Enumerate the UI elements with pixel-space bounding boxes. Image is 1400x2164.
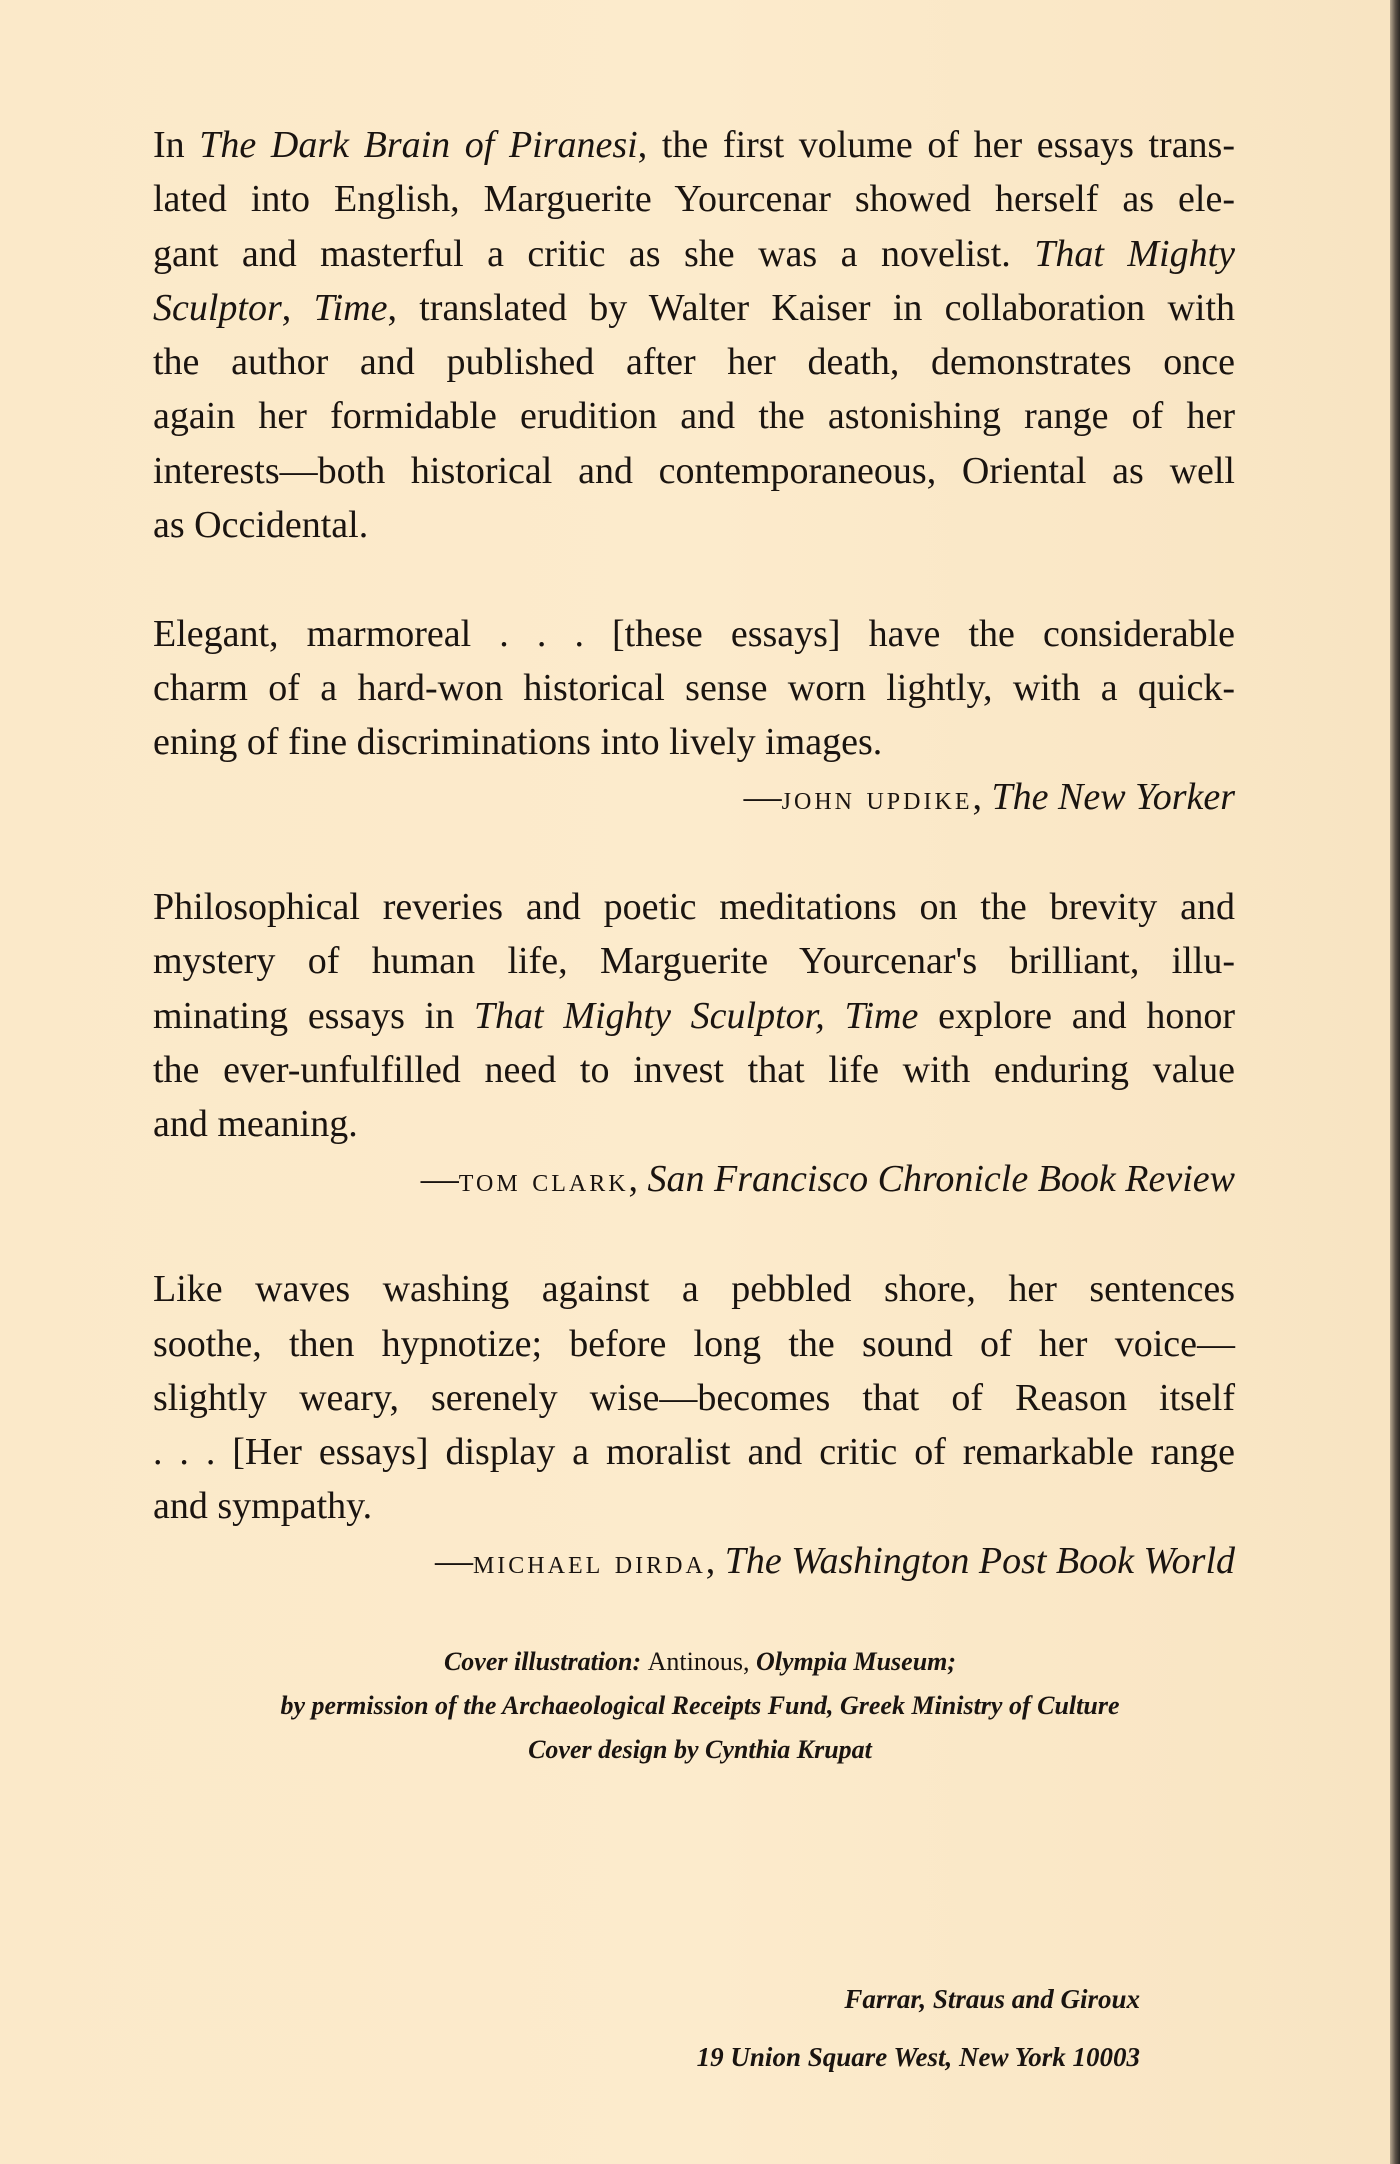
text-column: [153, 118, 1235, 1590]
quote-attribution: —michael dirda, The Washington Post Book World: [434, 1539, 1235, 1582]
publisher-name: Farrar, Straus and Giroux: [844, 1984, 1140, 2014]
quote-line: charm of a hard-won historical sense worn lightly, with a quick-: [153, 666, 1235, 709]
attribution-author: michael dirda: [472, 1543, 706, 1581]
quote-dirda: [153, 1262, 1235, 1533]
quote-line: minating essays in That Mighty Sculptor, Time explore and honor: [153, 994, 1235, 1037]
attribution-publication: San Francisco Chronicle Book Review: [647, 1157, 1235, 1200]
credit-design: Cover design by Cynthia Krupat: [528, 1735, 872, 1764]
credit-permission: by permission of the Archaeological Receipts Fund, Greek Ministry of Culture: [280, 1691, 1120, 1720]
quote-line: soothe, then hypnotize; before long the sound of her voice—: [153, 1322, 1235, 1365]
quote-line: Like waves washing against a pebbled shore, her sentences: [153, 1268, 1235, 1311]
quote-updike: [153, 607, 1235, 770]
quote-line: the ever-unfulfilled need to invest that life with enduring value: [153, 1049, 1235, 1092]
quote-line: slightly weary, serenely wise—becomes that of Reason itself: [153, 1376, 1235, 1419]
quote-attribution: —john updike, The New Yorker: [743, 775, 1235, 818]
publisher-address: 19 Union Square West, New York 10003: [696, 2042, 1140, 2072]
blurb-line: In The Dark Brain of Piranesi, the first volume of her essays trans-: [153, 124, 1235, 166]
quote-line: Philosophical reveries and poetic meditations on the brevity and: [153, 886, 1235, 929]
cover-credits: [0, 1640, 1400, 1772]
quote-line: ening of fine discriminations into lively images.: [153, 721, 883, 764]
quote-clark: [153, 880, 1235, 1151]
quote-line: mystery of human life, Marguerite Yourcenar's brilliant, illu-: [153, 940, 1235, 983]
publisher-blurb: [153, 118, 1235, 552]
quote-attribution: —tom clark, San Francisco Chronicle Book Review: [420, 1157, 1235, 1200]
attribution-author: tom clark: [458, 1161, 629, 1199]
publisher-imprint: [600, 1970, 1140, 2086]
attribution-author: john updike: [781, 779, 973, 817]
quote-line: and meaning.: [153, 1103, 358, 1146]
page-edge: [1390, 0, 1400, 2164]
credit-illustration: Cover illustration: Antinous, Olympia Museum;: [443, 1647, 957, 1676]
blurb-line: interests—both historical and contemporaneous, Oriental as well: [153, 449, 1235, 492]
quote-line: . . . [Her essays] display a moralist and critic of remarkable range: [153, 1431, 1235, 1474]
blurb-line: lated into English, Marguerite Yourcenar showed herself as ele-: [153, 178, 1235, 221]
blurb-line: as Occidental.: [153, 504, 369, 547]
blurb-line: gant and masterful a critic as she was a novelist. That Mighty: [153, 232, 1236, 275]
blurb-line: again her formidable erudition and the astonishing range of her: [153, 395, 1235, 438]
blurb-line: the author and published after her death, demonstrates once: [153, 341, 1235, 384]
attribution-publication: The New Yorker: [991, 775, 1235, 818]
attribution-publication: The Washington Post Book World: [724, 1539, 1235, 1582]
quote-line: Elegant, marmoreal . . . [these essays] have the considerable: [153, 612, 1235, 655]
quote-line: and sympathy.: [153, 1485, 373, 1528]
blurb-line: Sculptor, Time, translated by Walter Kaiser in collaboration with: [153, 286, 1235, 329]
